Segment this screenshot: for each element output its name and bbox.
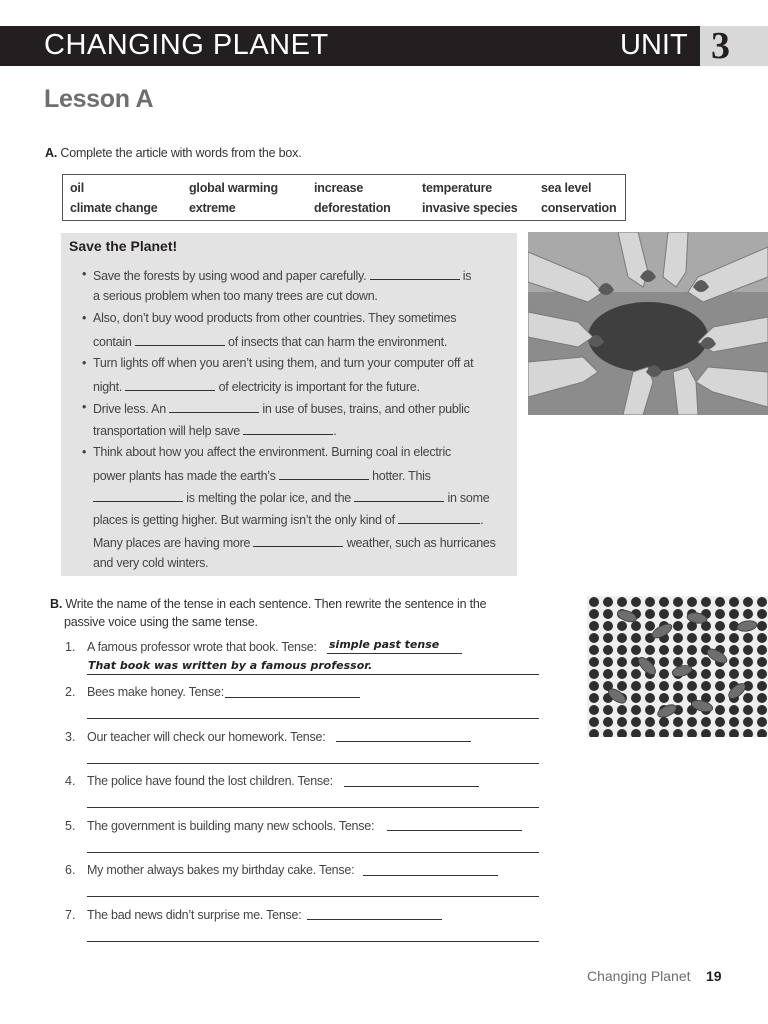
word-box-item: conservation: [541, 201, 617, 215]
article-line: Also, don’t buy wood products from other countries. They sometimes: [93, 311, 457, 325]
article-line: contain of insects that can harm the environment.: [93, 335, 448, 349]
word-box-item: climate change: [70, 201, 158, 215]
bullet: •: [82, 445, 87, 459]
rewrite-line[interactable]: [87, 718, 539, 719]
blank-7[interactable]: [93, 489, 183, 502]
word-box-item: global warming: [189, 181, 278, 195]
item-sentence: My mother always bakes my birthday cake. Tense:: [87, 863, 355, 877]
word-box-item: invasive species: [422, 201, 518, 215]
blank-6[interactable]: [279, 467, 369, 480]
rewrite-line[interactable]: [87, 763, 539, 764]
article-line: is melting the polar ice, and the in some: [93, 489, 490, 505]
item-sentence: Bees make honey. Tense:: [87, 685, 224, 699]
article-line: transportation will help save .: [93, 424, 337, 438]
article-line: Drive less. An in use of buses, trains, and other public: [93, 402, 470, 416]
section-b-letter: B.: [50, 597, 63, 611]
item-sentence: The bad news didn’t surprise me. Tense:: [87, 908, 302, 922]
blank-3[interactable]: [125, 378, 215, 391]
footer-title: Changing Planet: [587, 968, 691, 984]
article-line: Think about how you affect the environment. Burning coal in electric: [93, 445, 451, 459]
tense-blank[interactable]: [307, 919, 442, 920]
rewrite-line[interactable]: [87, 941, 539, 942]
blank-9[interactable]: [398, 511, 480, 524]
rewrite-line[interactable]: [87, 896, 539, 897]
item-number: 3.: [65, 730, 76, 744]
article-line: a serious problem when too many trees are cut down.: [93, 289, 378, 303]
item-number: 4.: [65, 774, 76, 788]
section-b-instruction-cont: passive voice using the same tense.: [64, 615, 258, 629]
article-line: night. of electricity is important for the future.: [93, 380, 420, 394]
tense-blank: [327, 653, 462, 654]
bullet: •: [82, 400, 87, 414]
rewrite-answer[interactable]: That book was written by a famous professor.: [88, 659, 373, 672]
unit-label: UNIT: [620, 29, 688, 61]
article-line: places is getting higher. But warming isn’t the only kind of .: [93, 513, 484, 527]
item-sentence: The police have found the lost children. Tense:: [87, 774, 333, 788]
word-box-item: oil: [70, 181, 84, 195]
article-line: Save the forests by using wood and paper carefully. is: [93, 269, 472, 283]
article-line: power plants has made the earth’s hotter. This: [93, 469, 431, 483]
article-line: Turn lights off when you aren’t using them, and turn your computer off at: [93, 356, 474, 370]
blank-8[interactable]: [354, 489, 444, 502]
article-title: Save the Planet!: [69, 238, 178, 254]
unit-number: 3: [711, 25, 730, 67]
item-number: 7.: [65, 908, 76, 922]
hands-seedlings-photo: [528, 232, 768, 415]
article-line: and very cold winters.: [93, 556, 209, 570]
item-number: 5.: [65, 819, 76, 833]
word-box-item: increase: [314, 181, 364, 195]
word-box-item: extreme: [189, 201, 236, 215]
bullet: •: [82, 356, 87, 370]
section-a-instruction: [45, 146, 302, 160]
item-number: 2.: [65, 685, 76, 699]
tense-blank[interactable]: [336, 741, 471, 742]
blank-10[interactable]: [253, 534, 343, 547]
item-sentence: Our teacher will check our homework. Tense:: [87, 730, 326, 744]
rewrite-line[interactable]: [87, 807, 539, 808]
rewrite-line[interactable]: [87, 852, 539, 853]
tense-blank[interactable]: [387, 830, 522, 831]
section-b-text: Write the name of the tense in each sentence. Then rewrite the sentence in the: [65, 597, 487, 611]
article-line: Many places are having more weather, such as hurricanes: [93, 536, 496, 550]
word-box-item: deforestation: [314, 201, 391, 215]
page-number: 19: [706, 968, 722, 984]
section-a-text: Complete the article with words from the box.: [60, 146, 302, 160]
blank-2[interactable]: [135, 333, 225, 346]
blank-4[interactable]: [169, 400, 259, 413]
tense-blank[interactable]: [363, 875, 498, 876]
lesson-title: Lesson A: [44, 85, 154, 113]
section-b-instruction: [50, 597, 486, 611]
rewrite-line: [87, 674, 539, 675]
word-box-item: temperature: [422, 181, 493, 195]
blank-5[interactable]: [243, 422, 333, 435]
word-box-item: sea level: [541, 181, 592, 195]
unit-title: CHANGING PLANET: [44, 29, 329, 61]
item-number: 6.: [65, 863, 76, 877]
bullet: •: [82, 311, 87, 325]
tense-blank[interactable]: [225, 697, 360, 698]
section-a-letter: A.: [45, 146, 58, 160]
item-sentence: A famous professor wrote that book. Tense:: [87, 640, 317, 654]
blank-1[interactable]: [370, 267, 460, 280]
tense-answer[interactable]: simple past tense: [329, 638, 440, 651]
bees-honeycomb-photo: [587, 596, 768, 737]
bullet: •: [82, 267, 87, 281]
item-sentence: The government is building many new schools. Tense:: [87, 819, 375, 833]
item-number: 1.: [65, 640, 76, 654]
tense-blank[interactable]: [344, 786, 479, 787]
